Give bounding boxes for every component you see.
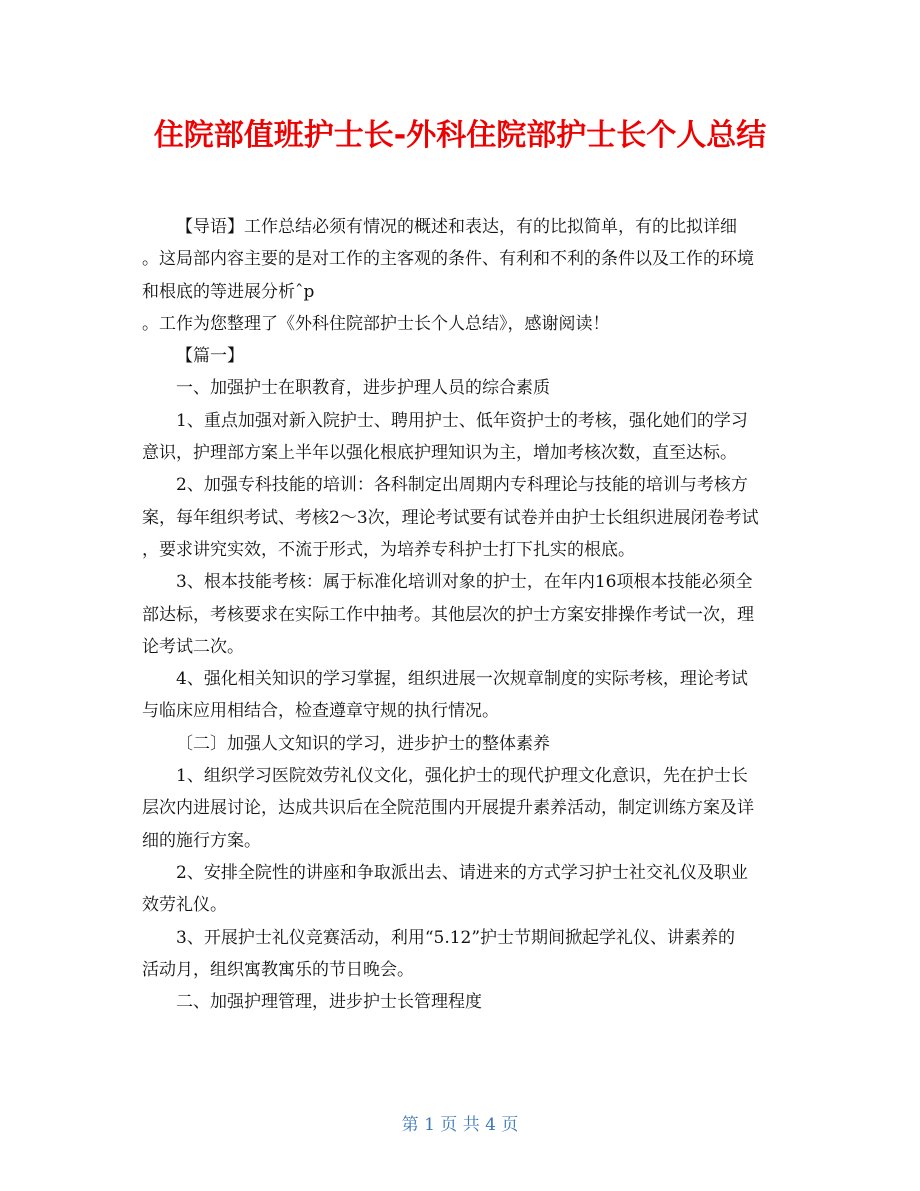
paragraph-line: 3、开展护士礼仪竞赛活动，利用“5.12”护士节期间掀起学礼仪、讲素养的 [176,927,736,948]
paragraph-line: 与临床应用相结合，检查遵章守规的执行情况。 [142,701,499,722]
paragraph-line: ，要求讲究实效，不流于形式，为培养专科护士打下扎实的根底。 [142,539,635,560]
paragraph-line: 部达标，考核要求在实际工作中抽考。其他层次的护士方案安排操作考试一次，理 [142,604,754,625]
document-title: 住院部值班护士长-外科住院部护士长个人总结 [153,118,767,153]
paragraph-line: 3、根本技能考核：属于标准化培训对象的护士，在年内16项根本技能必须全 [176,572,753,593]
paragraph-line: 案，每年组织考试、考核2～3次，理论考试要有试卷并由护士长组织进展闭卷考试 [142,507,759,528]
intro-line-1: 【导语】工作总结必须有情况的概述和表达，有的比拟简单，有的比拟详细 [176,217,737,237]
document-body [142,211,792,1018]
subheading-2: 〔二〕加强人文知识的学习，进步护士的整体素养 [176,733,550,754]
paragraph-line: 2、加强专科技能的培训：各科制定出周期内专科理论与技能的培训与考核方 [176,475,748,496]
paragraph-line: 细的施行方案。 [142,830,261,851]
paragraph-line: 4、强化相关知识的学习掌握，组织进展一次规章制度的实际考核，理论考试 [176,669,748,690]
paragraph-line: 1、重点加强对新入院护士、聘用护士、低年资护士的考核，强化她们的学习 [176,410,748,431]
paragraph-line: 活动月，组织寓教寓乐的节日晚会。 [142,959,414,980]
paragraph-line: 效劳礼仪。 [142,895,227,916]
paragraph-line: 2、安排全院性的讲座和争取派出去、请进来的方式学习护士社交礼仪及职业 [176,862,748,883]
section-heading: 【篇一】 [176,346,244,367]
paragraph-line: 1、组织学习医院效劳礼仪文化，强化护士的现代护理文化意识，先在护士长 [176,766,748,787]
subheading-3: 二、加强护理管理，进步护士长管理程度 [176,992,482,1013]
paragraph-line: 层次内进展讨论，达成共识后在全院范围内开展提升素养活动，制定训练方案及详 [142,798,754,819]
subheading-1: 一、加强护士在职教育，进步护理人员的综合素质 [176,378,550,399]
intro-line-4: 。工作为您整理了《外科住院部护士长个人总结》，感谢阅读！ [142,313,610,334]
paragraph-line: 意识，护理部方案上半年以强化根底护理知识为主，增加考核次数，直至达标。 [142,443,737,464]
intro-line-2: 。这局部内容主要的是对工作的主客观的条件、有利和不利的条件以及工作的环境 [142,249,754,270]
intro-line-3: 和根底的等进展分析ˆp [142,281,315,302]
page-number: 第 1 页 共 4 页 [401,1115,519,1135]
paragraph-line: 论考试二次。 [142,636,244,657]
